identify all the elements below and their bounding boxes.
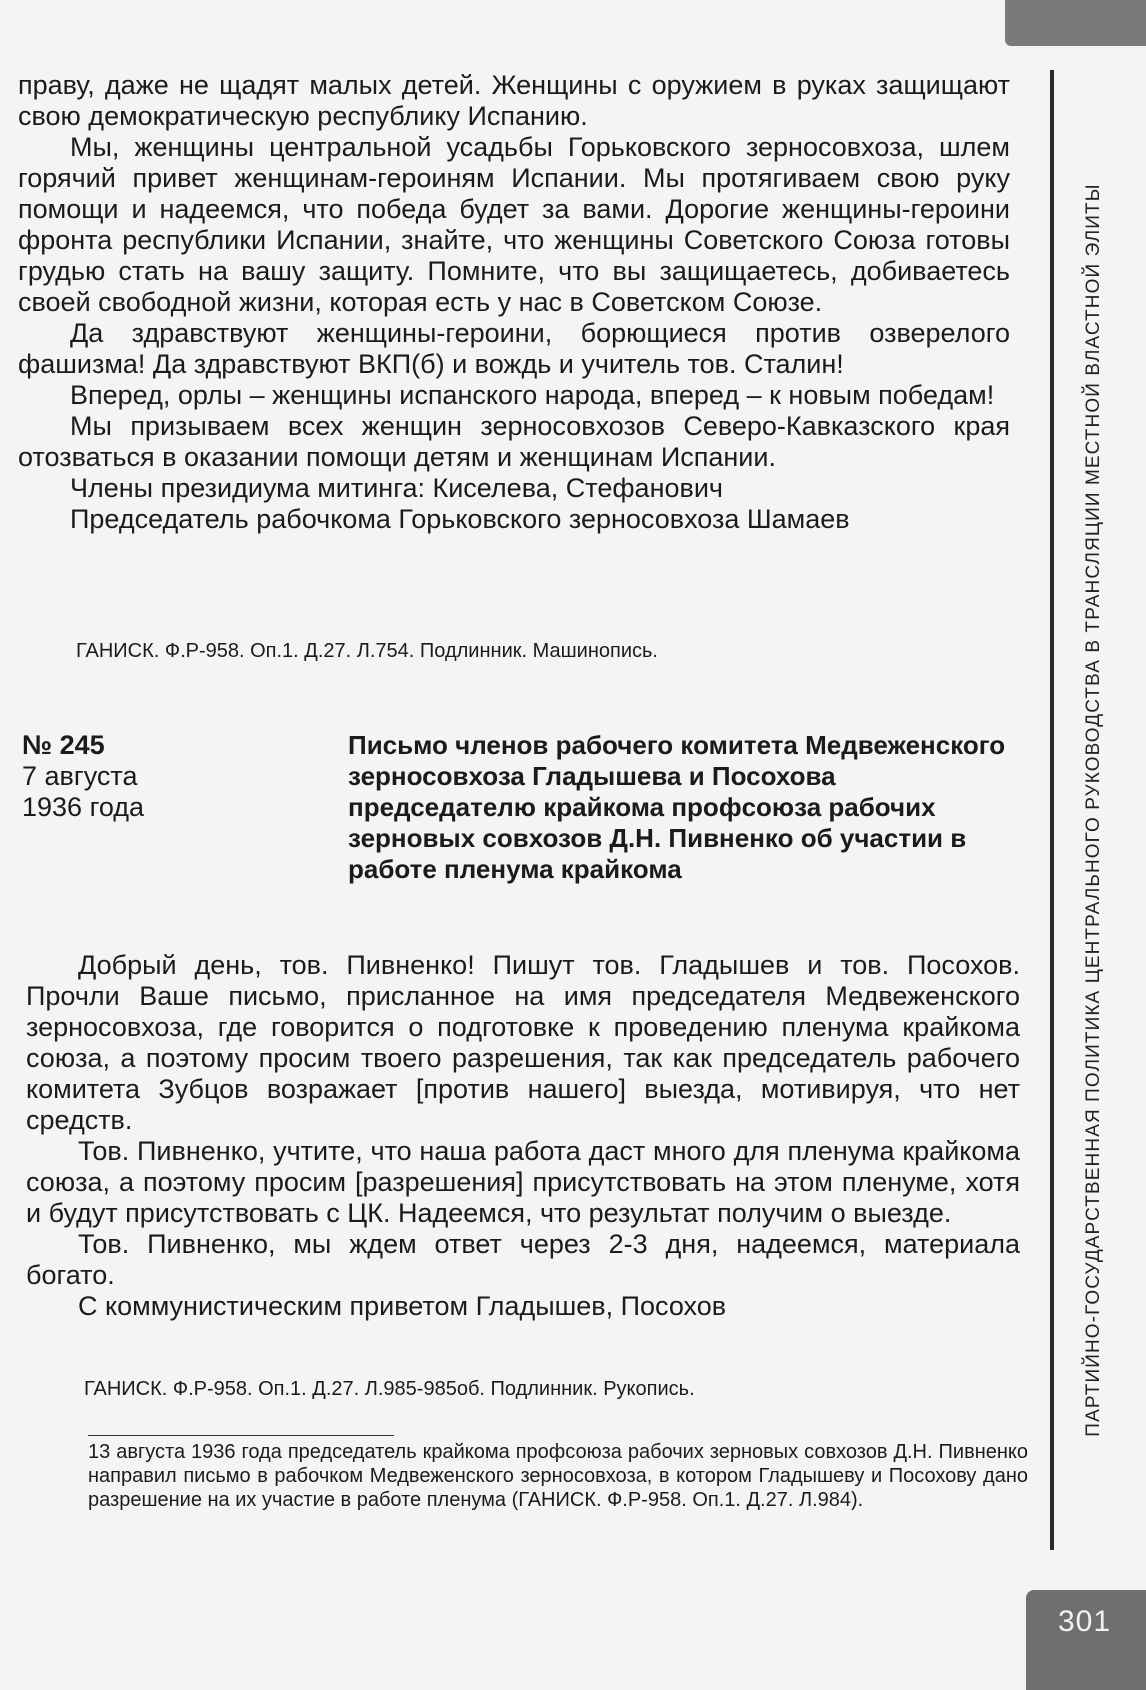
paragraph: Мы, женщины центральной усадьбы Горьковского зерносовхоза, шлем горячий привет женщинам-героиням Испании. Мы протягиваем свою руку помощи и надеемся, что победа будет за вами. Дорогие женщины-героини фронта республики Испании, знайте, что женщины Советского Союза готовы грудью стать на вашу защиту. Помните, что вы защищаетесь, добиваетесь своей свободной жизни, которая есть у нас в Советском Союзе. (18, 132, 1010, 317)
paragraph: Мы призываем всех женщин зерносовхозов Северо-Кавказского края отозваться в оказании помощи детям и женщинам Испании. (18, 411, 1010, 472)
signature-chairman: Председатель рабочкома Горьковского зерносовхоза Шамаев (70, 504, 850, 534)
top-tab-decoration (1005, 0, 1146, 46)
paragraph: Тов. Пивненко, учтите, что наша работа даст много для пленума крайкома союза, а поэтому просим [разрешения] присутствовать на этом пленуме, хотя и будут присутствовать с ЦК. Надеемся, что результат получим о выезде. (26, 1136, 1020, 1228)
document-meta (22, 730, 144, 823)
document-year: 1936 года (22, 792, 145, 822)
letter-body (26, 950, 1020, 1322)
paragraph: Да здравствуют женщины-героини, борющиеся против озверелого фашизма! Да здравствуют ВКП(б) и вождь и учитель тов. Сталин! (18, 318, 1010, 379)
running-title: ПАРТИЙНО-ГОСУДАРСТВЕННАЯ ПОЛИТИКА ЦЕНТРАЛЬНОГО РУКОВОДСТВА В ТРАНСЛЯЦИИ МЕСТНОЙ ВЛАСТНОЙ ЭЛИТЫ (1083, 183, 1104, 1437)
footnote-divider (88, 1435, 394, 1436)
paragraph: Добрый день, тов. Пивненко! Пишут тов. Гладышев и тов. Посохов. Прочли Ваше письмо, присланное на имя председателя Медвеженского зерносовхоза, где говорится о подготовке к проведению пленума крайкома союза, а поэтому просим твоего разрешения, так как председатель рабочего комитета Зубцов возражает [против нашего] выезда, мотивируя, что нет средств. (26, 950, 1020, 1135)
document-date: 7 августа (22, 761, 138, 791)
paragraph: Вперед, орлы – женщины испанского народа, вперед – к новым победам! (70, 380, 995, 410)
paragraph: праву, даже не щадят малых детей. Женщины с оружием в руках защищают свою демократическую республику Испанию. (18, 70, 1010, 131)
document-number: № 245 (22, 730, 105, 760)
signature-presidium: Члены президиума митинга: Киселева, Стефанович (70, 473, 723, 503)
paragraph: Тов. Пивненко, мы ждем ответ через 2-3 дня, надеемся, материала богато. (26, 1229, 1020, 1290)
running-title-sidebar (1050, 70, 1134, 1550)
page-number: 301 (1058, 1605, 1112, 1638)
letter-continuation (18, 70, 1010, 535)
footnote: 13 августа 1936 года председатель крайкома профсоюза рабочих зерновых совхозов Д.Н. Пивненко направил письмо в рабочком Медвеженского зерносовхоза, в котором Гладышеву и Посохову дано разрешение на их участие в работе пленума (ГАНИСК. Ф.Р-958. Оп.1. Д.27. Л.984). (88, 1441, 1028, 1511)
signature-authors: С коммунистическим приветом Гладышев, Посохов (78, 1291, 727, 1321)
archive-source: ГАНИСК. Ф.Р-958. Оп.1. Д.27. Л.754. Подлинник. Машинопись. (76, 640, 658, 662)
archive-source: ГАНИСК. Ф.Р-958. Оп.1. Д.27. Л.985-985об. Подлинник. Рукопись. (84, 1378, 695, 1400)
document-title: Письмо членов рабочего комитета Медвеженского зерносовхоза Гладышева и Посохова председателю крайкома профсоюза рабочих зерновых совхозов Д.Н. Пивненко об участии в работе пленума крайкома (348, 730, 1006, 884)
document-header (22, 730, 1012, 910)
